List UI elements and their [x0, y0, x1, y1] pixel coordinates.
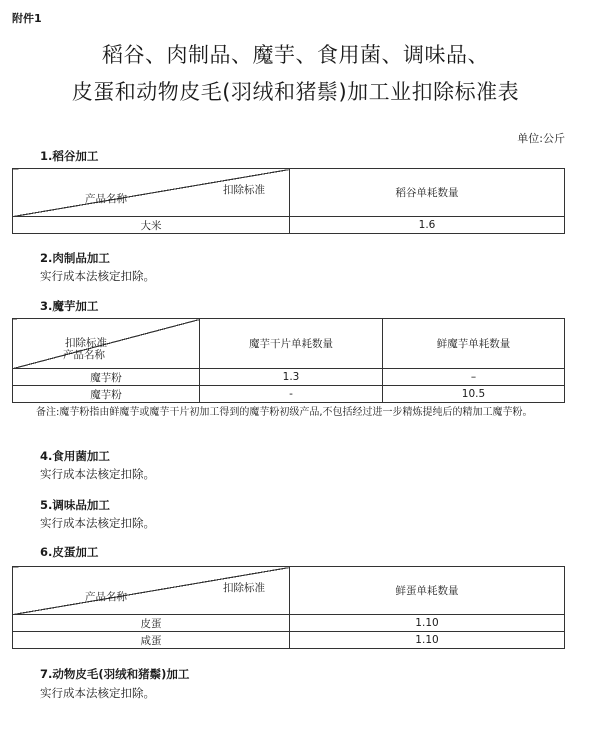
rice-table: [12, 168, 565, 234]
section-text-animal-fur: 实行成本法核定扣除。: [40, 686, 155, 700]
egg-table: [12, 566, 565, 649]
diagonal-header-cell: [13, 169, 290, 217]
section-text-meat: 实行成本法核定扣除。: [40, 269, 155, 283]
document-title-line-1: 稻谷、肉制品、魔芋、食用菌、调味品、: [102, 43, 489, 67]
header-standard: 扣除标准: [223, 184, 265, 196]
value-cell: 1.10: [290, 632, 565, 649]
product-name-cell: 皮蛋: [13, 615, 290, 632]
section-heading-fungi: 4.食用菌加工: [40, 449, 110, 463]
section-heading-rice: 1.稻谷加工: [40, 149, 99, 163]
header-product: 产品名称: [63, 349, 105, 361]
column-header: 魔芋干片单耗数量: [200, 319, 383, 369]
diagonal-header-cell: [13, 567, 290, 615]
document-title-line-2: 皮蛋和动物皮毛(羽绒和猪鬃)加工业扣除标准表: [71, 80, 520, 104]
konjac-table: [12, 318, 565, 403]
header-product: 产品名称: [85, 591, 127, 603]
table-row: [13, 369, 565, 386]
section-text-fungi: 实行成本法核定扣除。: [40, 467, 155, 481]
section-heading-condiments: 5.调味品加工: [40, 498, 110, 512]
value-cell: 10.5: [383, 386, 565, 403]
diagonal-header-cell: [13, 319, 200, 369]
table-row: [13, 615, 565, 632]
section-heading-meat: 2.肉制品加工: [40, 251, 110, 265]
product-name-cell: 大米: [13, 217, 290, 234]
column-header: 鲜蛋单耗数量: [290, 567, 565, 615]
product-name-cell: 魔芋粉: [13, 369, 200, 386]
konjac-note: 备注:魔芋粉指由鲜魔芋或魔芋干片初加工得到的魔芋粉初级产品,不包括经过进一步精炼提纯后的精加工魔芋粉。: [36, 407, 533, 418]
section-text-condiments: 实行成本法核定扣除。: [40, 516, 155, 530]
value-cell: -: [200, 386, 383, 403]
table-row: [13, 217, 565, 234]
value-cell: –: [383, 369, 565, 386]
section-heading-konjac: 3.魔芋加工: [40, 299, 99, 313]
section-heading-animal-fur: 7.动物皮毛(羽绒和猪鬃)加工: [40, 667, 190, 681]
value-cell: 1.10: [290, 615, 565, 632]
table-row: [13, 632, 565, 649]
product-name-cell: 咸蛋: [13, 632, 290, 649]
header-standard: 扣除标准: [65, 337, 107, 349]
value-cell: 1.6: [290, 217, 565, 234]
annex-label: 附件1: [12, 12, 42, 25]
section-heading-preserved-egg: 6.皮蛋加工: [40, 545, 99, 559]
column-header: 鲜魔芋单耗数量: [383, 319, 565, 369]
column-header: 稻谷单耗数量: [290, 169, 565, 217]
value-cell: 1.3: [200, 369, 383, 386]
header-standard: 扣除标准: [223, 582, 265, 594]
header-product: 产品名称: [85, 193, 127, 205]
unit-label: 单位:公斤: [517, 132, 565, 145]
table-row: [13, 386, 565, 403]
product-name-cell: 魔芋粉: [13, 386, 200, 403]
